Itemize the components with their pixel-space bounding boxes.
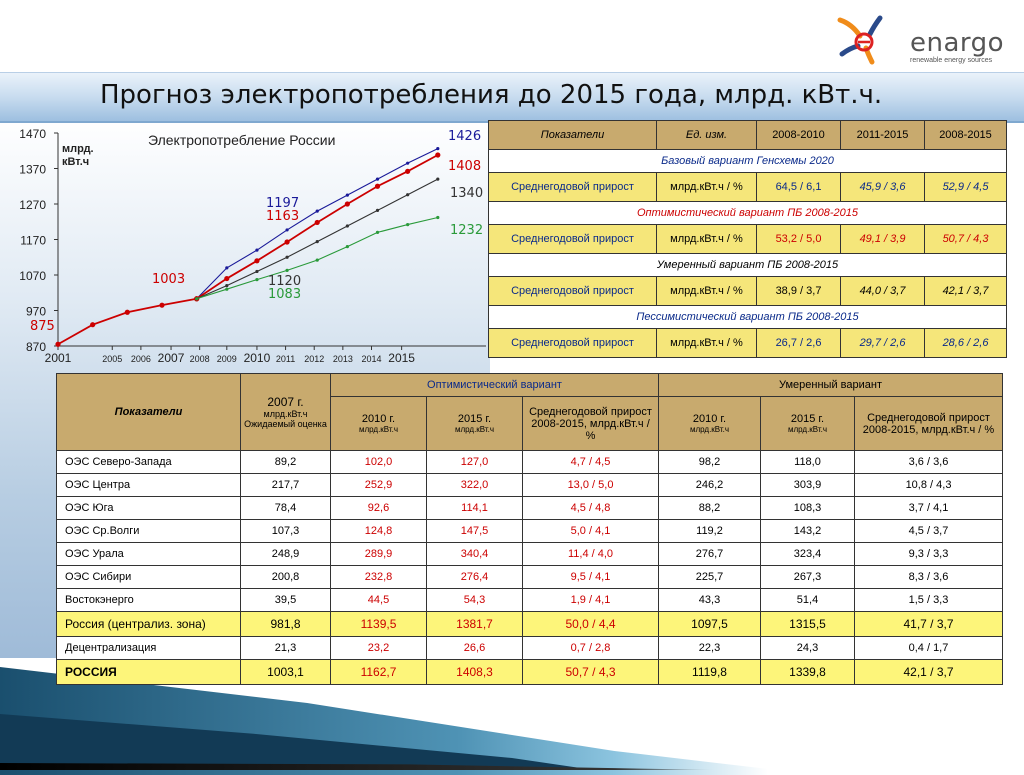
- h-mod-2010-year: 2010 г.: [692, 413, 727, 426]
- t1-section-title: Оптимистический вариант ПБ 2008-2015: [489, 202, 1007, 225]
- page-title: Прогноз электропотребления до 2015 года, млрд. кВт.ч.: [100, 80, 883, 110]
- h-opt-2015: [427, 397, 523, 451]
- opt-2015: 147,5: [427, 520, 523, 543]
- data-label: 1426: [448, 129, 482, 144]
- mod-growth: 1,5 / 3,3: [855, 589, 1003, 612]
- t1-cell: 44,0 / 3,7: [841, 277, 925, 306]
- opt-2010: 1162,7: [331, 660, 427, 685]
- mod-2010: 276,7: [659, 543, 761, 566]
- t1-cell: 42,1 / 3,7: [925, 277, 1007, 306]
- opt-2010: 232,8: [331, 566, 427, 589]
- mod-2010: 246,2: [659, 474, 761, 497]
- value-2007: 21,3: [241, 637, 331, 660]
- h-opt-2010-year: 2010 г.: [361, 413, 396, 426]
- mod-growth: 3,6 / 3,6: [855, 451, 1003, 474]
- chart-ylabel: млрд. кВт.ч: [62, 143, 94, 168]
- opt-2010: 44,5: [331, 589, 427, 612]
- data-label: 1003: [152, 272, 186, 287]
- region-name: ОЭС Урала: [57, 543, 241, 566]
- h-opt-growth: Среднегодовой прирост 2008-2015, млрд.кВт.ч / %: [523, 397, 659, 451]
- series-base-point: [315, 220, 320, 225]
- mod-growth: 42,1 / 3,7: [855, 660, 1003, 685]
- x-tick-label: 2013: [332, 354, 353, 364]
- opt-2010: 92,6: [331, 497, 427, 520]
- data-label: 1197: [266, 196, 300, 211]
- series-pessimistic-point: [195, 297, 198, 300]
- table-row: [57, 660, 1003, 685]
- opt-2015: 276,4: [427, 566, 523, 589]
- t1-row-unit: млрд.кВт.ч / %: [657, 329, 757, 358]
- data-label: 1120: [268, 274, 302, 289]
- mod-2010: 43,3: [659, 589, 761, 612]
- logo-name: enargo: [910, 28, 1005, 58]
- region-name: ОЭС Центра: [57, 474, 241, 497]
- t1-section-title: Пессимистический вариант ПБ 2008-2015: [489, 306, 1007, 329]
- h-2007-sub: млрд.кВт.ч Ожидаемый оценка: [244, 409, 327, 429]
- opt-growth: 0,7 / 2,8: [523, 637, 659, 660]
- value-2007: 217,7: [241, 474, 331, 497]
- data-label: 1408: [448, 159, 482, 174]
- t1-section-title: Умеренный вариант ПБ 2008-2015: [489, 254, 1007, 277]
- t1-cell: 38,9 / 3,7: [757, 277, 841, 306]
- value-2007: 1003,1: [241, 660, 331, 685]
- value-2007: 248,9: [241, 543, 331, 566]
- x-tick-label: 2009: [216, 354, 237, 364]
- h-moderate: Умеренный вариант: [659, 374, 1003, 397]
- opt-2010: 289,9: [331, 543, 427, 566]
- t1-row-label: Среднегодовой прирост: [489, 329, 657, 358]
- table-row: [57, 451, 1003, 474]
- opt-growth: 4,5 / 4,8: [523, 497, 659, 520]
- series-moderate-point: [346, 224, 349, 227]
- opt-2010: 252,9: [331, 474, 427, 497]
- t1-header: 2008-2010: [757, 121, 841, 150]
- region-name: Востокэнерго: [57, 589, 241, 612]
- series-moderate-point: [376, 209, 379, 212]
- mod-2010: 1119,8: [659, 660, 761, 685]
- x-tick-label: 2010: [243, 351, 271, 365]
- region-name: РОССИЯ: [57, 660, 241, 685]
- series-moderate-line: [197, 179, 438, 299]
- y-tick-label: 970: [25, 304, 46, 319]
- mod-growth: 4,5 / 3,7: [855, 520, 1003, 543]
- series-pessimistic-point: [255, 278, 258, 281]
- t1-header: 2008-2015: [925, 121, 1007, 150]
- opt-growth: 13,0 / 5,0: [523, 474, 659, 497]
- h-2007: [241, 374, 331, 451]
- opt-growth: 4,7 / 4,5: [523, 451, 659, 474]
- h-opt-2015-year: 2015 г.: [457, 413, 492, 426]
- opt-growth: 1,9 / 4,1: [523, 589, 659, 612]
- mod-2015: 267,3: [761, 566, 855, 589]
- mod-2010: 88,2: [659, 497, 761, 520]
- series-base-point: [405, 169, 410, 174]
- mod-growth: 0,4 / 1,7: [855, 637, 1003, 660]
- series-base-point: [345, 201, 350, 206]
- opt-2015: 114,1: [427, 497, 523, 520]
- series-pessimistic-point: [285, 269, 288, 272]
- series-base-point: [375, 184, 380, 189]
- y-tick-label: 1270: [19, 198, 46, 212]
- table-row: [57, 612, 1003, 637]
- x-tick-label: 2007: [157, 351, 185, 365]
- region-name: Децентрализация: [57, 637, 241, 660]
- series-base-point: [284, 239, 289, 244]
- y-tick-label: 1170: [20, 233, 46, 248]
- opt-2015: 26,6: [427, 637, 523, 660]
- mod-2015: 24,3: [761, 637, 855, 660]
- region-name: ОЭС Сибири: [57, 566, 241, 589]
- value-2007: 200,8: [241, 566, 331, 589]
- t1-header: Ед. изм.: [657, 121, 757, 150]
- region-name: Россия (централиз. зона): [57, 612, 241, 637]
- region-name: ОЭС Ср.Волги: [57, 520, 241, 543]
- value-2007: 981,8: [241, 612, 331, 637]
- h-opt-2015-unit: млрд.кВт.ч: [454, 425, 495, 435]
- t1-row-label: Среднегодовой прирост: [489, 225, 657, 254]
- t1-row-unit: млрд.кВт.ч / %: [657, 173, 757, 202]
- x-tick-label: 2012: [304, 354, 325, 364]
- series-base-point: [254, 258, 259, 263]
- mod-growth: 3,7 / 4,1: [855, 497, 1003, 520]
- mod-growth: 41,7 / 3,7: [855, 612, 1003, 637]
- forecast-summary-table: [488, 120, 1007, 358]
- t1-cell: 64,5 / 6,1: [757, 173, 841, 202]
- x-tick-label: 2008: [189, 354, 210, 364]
- table-row: [57, 520, 1003, 543]
- opt-2015: 340,4: [427, 543, 523, 566]
- series-pessimistic-line: [197, 217, 438, 298]
- chart-title: Электропотребление России: [148, 132, 336, 148]
- opt-2010: 124,8: [331, 520, 427, 543]
- series-pessimistic-point: [346, 245, 349, 248]
- t1-cell: 50,7 / 4,3: [925, 225, 1007, 254]
- x-tick-label: 2015: [388, 351, 415, 365]
- series-base-line: [197, 155, 438, 299]
- opt-2015: 322,0: [427, 474, 523, 497]
- table-row: [57, 474, 1003, 497]
- series-optimistic-point: [316, 210, 319, 213]
- series-moderate-point: [255, 270, 258, 273]
- series-optimistic-point: [225, 266, 228, 269]
- series-optimistic-point: [406, 162, 409, 165]
- consumption-chart: [0, 118, 490, 370]
- value-2007: 39,5: [241, 589, 331, 612]
- x-tick-label: 2011: [275, 354, 296, 364]
- series-pessimistic-point: [376, 231, 379, 234]
- y-tick-label: 1470: [19, 127, 46, 141]
- x-tick-label: 2001: [44, 351, 72, 365]
- table-row: [57, 497, 1003, 520]
- opt-2010: 102,0: [331, 451, 427, 474]
- mod-2015: 143,2: [761, 520, 855, 543]
- h-mod-2015: [761, 397, 855, 451]
- series-pessimistic-point: [406, 223, 409, 226]
- value-2007: 78,4: [241, 497, 331, 520]
- t1-cell: 28,6 / 2,6: [925, 329, 1007, 358]
- data-label: 1163: [266, 209, 300, 224]
- series-pessimistic-point: [316, 258, 319, 261]
- t1-row-unit: млрд.кВт.ч / %: [657, 277, 757, 306]
- mod-2015: 108,3: [761, 497, 855, 520]
- regional-table: [56, 373, 1003, 685]
- t1-cell: 26,7 / 2,6: [757, 329, 841, 358]
- h-indicators: Показатели: [57, 374, 241, 451]
- h-mod-2010: [659, 397, 761, 451]
- t1-row-label: Среднегодовой прирост: [489, 277, 657, 306]
- mod-2010: 22,3: [659, 637, 761, 660]
- logo-tagline: renewable energy sources: [910, 57, 993, 64]
- t1-cell: 29,7 / 2,6: [841, 329, 925, 358]
- opt-2015: 1381,7: [427, 612, 523, 637]
- x-tick-label: 2006: [130, 354, 151, 364]
- h-optimistic: Оптимистический вариант: [331, 374, 659, 397]
- opt-2010: 1139,5: [331, 612, 427, 637]
- t1-header: Показатели: [489, 121, 657, 150]
- opt-2015: 54,3: [427, 589, 523, 612]
- t1-row-unit: млрд.кВт.ч / %: [657, 225, 757, 254]
- opt-2015: 127,0: [427, 451, 523, 474]
- x-tick-label: 2014: [361, 354, 382, 364]
- t1-header: 2011-2015: [841, 121, 925, 150]
- data-label: 1340: [450, 186, 484, 201]
- mod-growth: 10,8 / 4,3: [855, 474, 1003, 497]
- series-history-point: [90, 322, 95, 327]
- y-tick-label: 1070: [19, 269, 46, 283]
- series-moderate-point: [225, 284, 228, 287]
- mod-2015: 1339,8: [761, 660, 855, 685]
- value-2007: 107,3: [241, 520, 331, 543]
- h-opt-2010-unit: млрд.кВт.ч: [358, 425, 399, 435]
- series-optimistic-point: [255, 249, 258, 252]
- series-optimistic-point: [285, 228, 288, 231]
- region-name: ОЭС Северо-Запада: [57, 451, 241, 474]
- h-mod-2010-unit: млрд.кВт.ч: [689, 425, 730, 435]
- opt-2015: 1408,3: [427, 660, 523, 685]
- mod-growth: 9,3 / 3,3: [855, 543, 1003, 566]
- series-moderate-point: [436, 178, 439, 181]
- mod-2015: 323,4: [761, 543, 855, 566]
- opt-2010: 23,2: [331, 637, 427, 660]
- mod-2015: 51,4: [761, 589, 855, 612]
- series-moderate-point: [406, 193, 409, 196]
- h-mod-growth: Среднегодовой прирост 2008-2015, млрд.кВт.ч / %: [855, 397, 1003, 451]
- series-pessimistic-point: [225, 288, 228, 291]
- series-history-point: [125, 310, 130, 315]
- data-label: 1083: [268, 287, 302, 302]
- mod-2015: 303,9: [761, 474, 855, 497]
- t1-cell: 53,2 / 5,0: [757, 225, 841, 254]
- table-row: [57, 589, 1003, 612]
- region-name: ОЭС Юга: [57, 497, 241, 520]
- t1-cell: 49,1 / 3,9: [841, 225, 925, 254]
- y-tick-label: 1370: [19, 162, 46, 177]
- opt-growth: 9,5 / 4,1: [523, 566, 659, 589]
- t1-cell: 52,9 / 4,5: [925, 173, 1007, 202]
- series-history-point: [159, 303, 164, 308]
- opt-growth: 5,0 / 4,1: [523, 520, 659, 543]
- table-row: [57, 566, 1003, 589]
- y-tick-label: 870: [25, 340, 46, 354]
- series-optimistic-point: [346, 194, 349, 197]
- series-history-line: [58, 299, 197, 344]
- data-label: 1232: [450, 223, 484, 238]
- t1-cell: 45,9 / 3,6: [841, 173, 925, 202]
- opt-growth: 11,4 / 4,0: [523, 543, 659, 566]
- series-moderate-point: [285, 256, 288, 259]
- opt-growth: 50,0 / 4,4: [523, 612, 659, 637]
- table-row: [57, 543, 1003, 566]
- series-optimistic-point: [436, 147, 439, 150]
- x-tick-label: 2005: [102, 354, 123, 364]
- opt-growth: 50,7 / 4,3: [523, 660, 659, 685]
- h-mod-2015-unit: млрд.кВт.ч: [787, 425, 828, 435]
- mod-2010: 1097,5: [659, 612, 761, 637]
- mod-2010: 98,2: [659, 451, 761, 474]
- series-base-point: [224, 276, 229, 281]
- series-pessimistic-point: [436, 216, 439, 219]
- h-2007-year: 2007 г.: [267, 395, 304, 409]
- series-base-point: [435, 152, 440, 157]
- value-2007: 89,2: [241, 451, 331, 474]
- data-label: 875: [30, 319, 55, 334]
- mod-2010: 119,2: [659, 520, 761, 543]
- mod-2015: 1315,5: [761, 612, 855, 637]
- table-row: [57, 637, 1003, 660]
- series-history-point: [55, 342, 60, 347]
- h-opt-2010: [331, 397, 427, 451]
- mod-2010: 225,7: [659, 566, 761, 589]
- t1-section-title: Базовый вариант Генсхемы 2020: [489, 150, 1007, 173]
- mod-growth: 8,3 / 3,6: [855, 566, 1003, 589]
- t1-row-label: Среднегодовой прирост: [489, 173, 657, 202]
- h-mod-2015-year: 2015 г.: [790, 413, 825, 426]
- series-optimistic-point: [376, 178, 379, 181]
- mod-2015: 118,0: [761, 451, 855, 474]
- series-moderate-point: [316, 240, 319, 243]
